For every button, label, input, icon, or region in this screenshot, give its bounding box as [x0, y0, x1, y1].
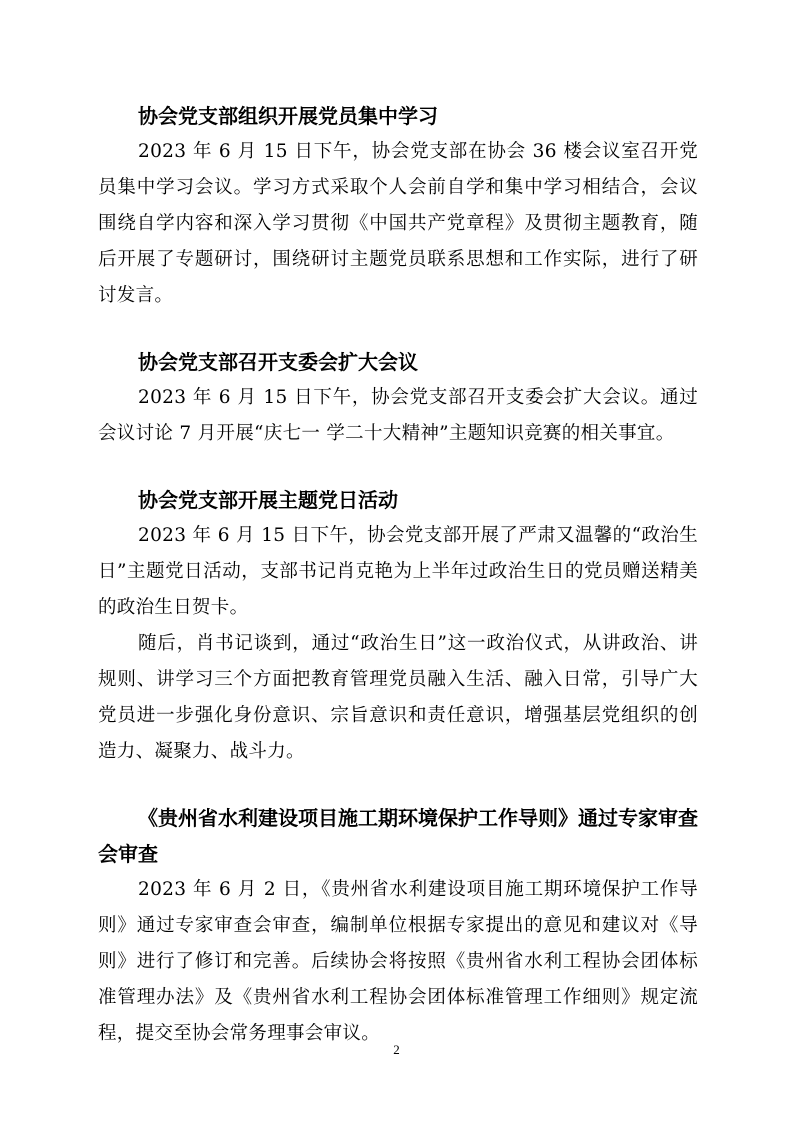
section-heading: 协会党支部开展主题党日活动 — [138, 488, 398, 512]
news-section-committee-meeting — [98, 344, 698, 452]
section-heading: 《贵州省水利建设项目施工期环境保护工作导则》通过专家审查会审查 — [98, 806, 698, 866]
section-paragraph: 2023 年 6 月 15 日下午，协会党支部开展了严肃又温馨的“政治生日”主题党日活动，支部书记肖克艳为上半年过政治生日的党员赠送精美的政治生日贺卡。 — [98, 525, 698, 618]
section-paragraph: 随后，肖书记谈到，通过“政治生日”这一政治仪式，从讲政治、讲规则、讲学习三个方面把教育管理党员融入生活、融入日常，引导广大党员进一步强化身份意识、宗旨意识和责任意识，增强基层党组织的创造力、凝聚力、战斗力。 — [98, 633, 698, 762]
section-paragraph: 2023 年 6 月 15 日下午，协会党支部在协会 36 楼会议室召开党员集中学习会议。学习方式采取个人会前自学和集中学习相结合，会议围绕自学内容和深入学习贯彻《中国共产党章程》及贯彻主题教育，随后开展了专题研讨，围绕研讨主题党员联系思想和工作实际，进行了研讨发言。 — [98, 141, 698, 306]
section-paragraph: 2023 年 6 月 2 日，《贵州省水利建设项目施工期环境保护工作导则》通过专家审查会审查，编制单位根据专家提出的意见和建议对《导则》进行了修订和完善。后续协会将按照《贵州省水利工程协会团体标准管理办法》及《贵州省水利工程协会团体标准管理工作细则》规定流程，提交至协会常务理事会审议。 — [98, 879, 698, 1044]
section-heading: 协会党支部组织开展党员集中学习 — [138, 104, 438, 128]
section-paragraph: 2023 年 6 月 15 日下午，协会党支部召开支委会扩大会议。通过会议讨论 7 月开展“庆七一 学二十大精神”主题知识竞赛的相关事宜。 — [98, 387, 698, 444]
page-number: 2 — [393, 1042, 400, 1057]
news-section-party-study — [98, 98, 698, 314]
document-body — [98, 98, 698, 1082]
section-heading: 协会党支部召开支委会扩大会议 — [138, 350, 418, 374]
news-section-party-day — [98, 482, 698, 770]
news-section-guideline-review — [98, 800, 698, 1052]
